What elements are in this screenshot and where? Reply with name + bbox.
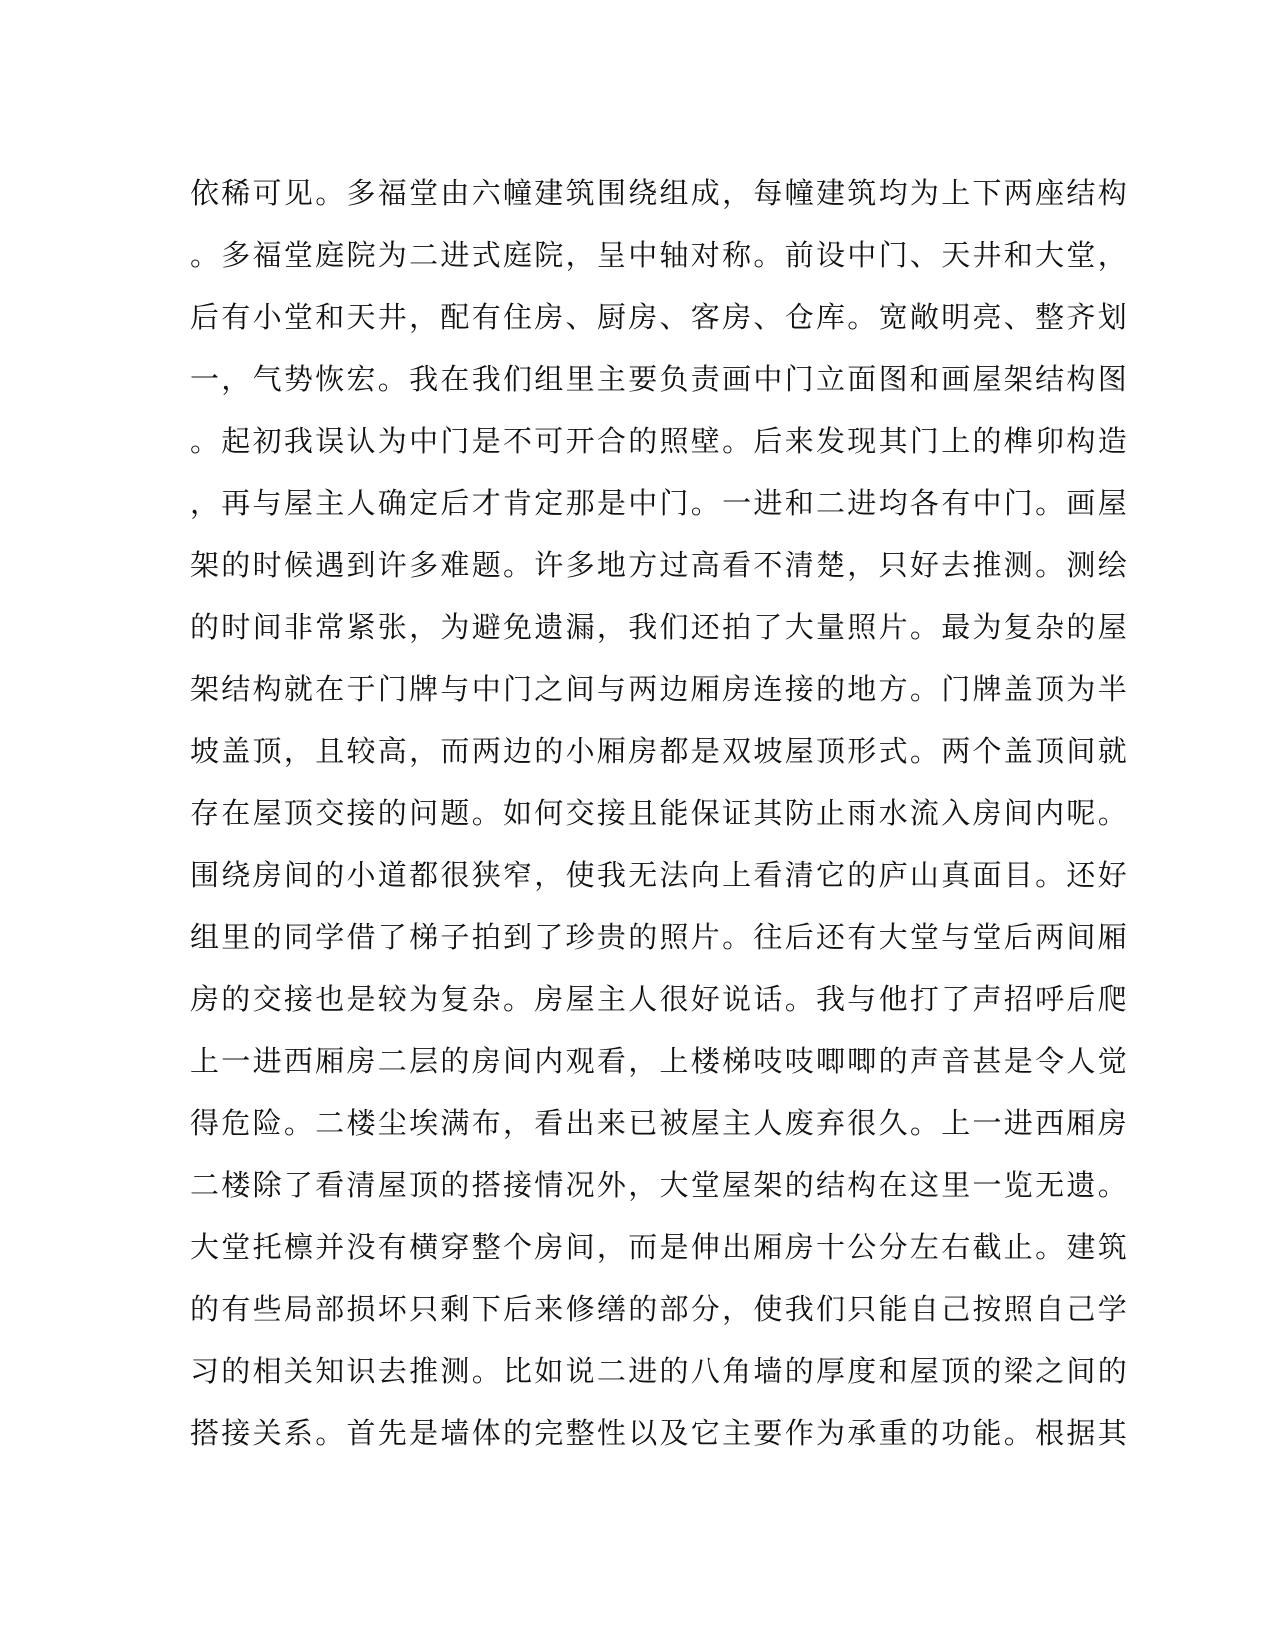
text-line-13: 组里的同学借了梯子拍到了珍贵的照片。往后还有大堂与堂后两间厢 bbox=[190, 920, 1130, 954]
text-line-5: 。起初我误认为中门是不可开合的照壁。后来发现其门上的榫卯构造 bbox=[190, 424, 1130, 458]
text-line-16: 得危险。二楼尘埃满布，看出来已被屋主人废弃很久。上一进西厢房 bbox=[190, 1106, 1130, 1140]
text-line-3: 后有小堂和天井，配有住房、厨房、客房、仓库。宽敞明亮、整齐划 bbox=[190, 300, 1130, 334]
text-line-15: 上一进西厢房二层的房间内观看，上楼梯吱吱唧唧的声音甚是令人觉 bbox=[190, 1044, 1130, 1078]
text-line-20: 习的相关知识去推测。比如说二进的八角墙的厚度和屋顶的梁之间的 bbox=[190, 1354, 1130, 1388]
text-line-21: 搭接关系。首先是墙体的完整性以及它主要作为承重的功能。根据其 bbox=[190, 1416, 1130, 1450]
text-line-8: 的时间非常紧张，为避免遗漏，我们还拍了大量照片。最为复杂的屋 bbox=[190, 610, 1130, 644]
text-line-6: ，再与屋主人确定后才肯定那是中门。一进和二进均各有中门。画屋 bbox=[190, 486, 1130, 520]
text-line-7: 架的时候遇到许多难题。许多地方过高看不清楚，只好去推测。测绘 bbox=[190, 548, 1130, 582]
text-line-2: 。多福堂庭院为二进式庭院，呈中轴对称。前设中门、天井和大堂， bbox=[190, 238, 1130, 272]
text-line-18: 大堂托檩并没有横穿整个房间，而是伸出厢房十公分左右截止。建筑 bbox=[190, 1230, 1130, 1264]
text-line-19: 的有些局部损坏只剩下后来修缮的部分，使我们只能自己按照自己学 bbox=[190, 1292, 1130, 1326]
text-line-9: 架结构就在于门牌与中门之间与两边厢房连接的地方。门牌盖顶为半 bbox=[190, 672, 1130, 706]
text-line-11: 存在屋顶交接的问题。如何交接且能保证其防止雨水流入房间内呢。 bbox=[190, 796, 1130, 830]
text-line-1: 依稀可见。多福堂由六幢建筑围绕组成，每幢建筑均为上下两座结构 bbox=[190, 176, 1130, 210]
text-line-10: 坡盖顶，且较高，而两边的小厢房都是双坡屋顶形式。两个盖顶间就 bbox=[190, 734, 1130, 768]
text-line-4: 一，气势恢宏。我在我们组里主要负责画中门立面图和画屋架结构图 bbox=[190, 362, 1130, 396]
text-line-17: 二楼除了看清屋顶的搭接情况外，大堂屋架的结构在这里一览无遗。 bbox=[190, 1168, 1130, 1202]
text-line-14: 房的交接也是较为复杂。房屋主人很好说话。我与他打了声招呼后爬 bbox=[190, 982, 1130, 1016]
text-line-12: 围绕房间的小道都很狭窄，使我无法向上看清它的庐山真面目。还好 bbox=[190, 858, 1130, 892]
body-text bbox=[190, 162, 1130, 1464]
